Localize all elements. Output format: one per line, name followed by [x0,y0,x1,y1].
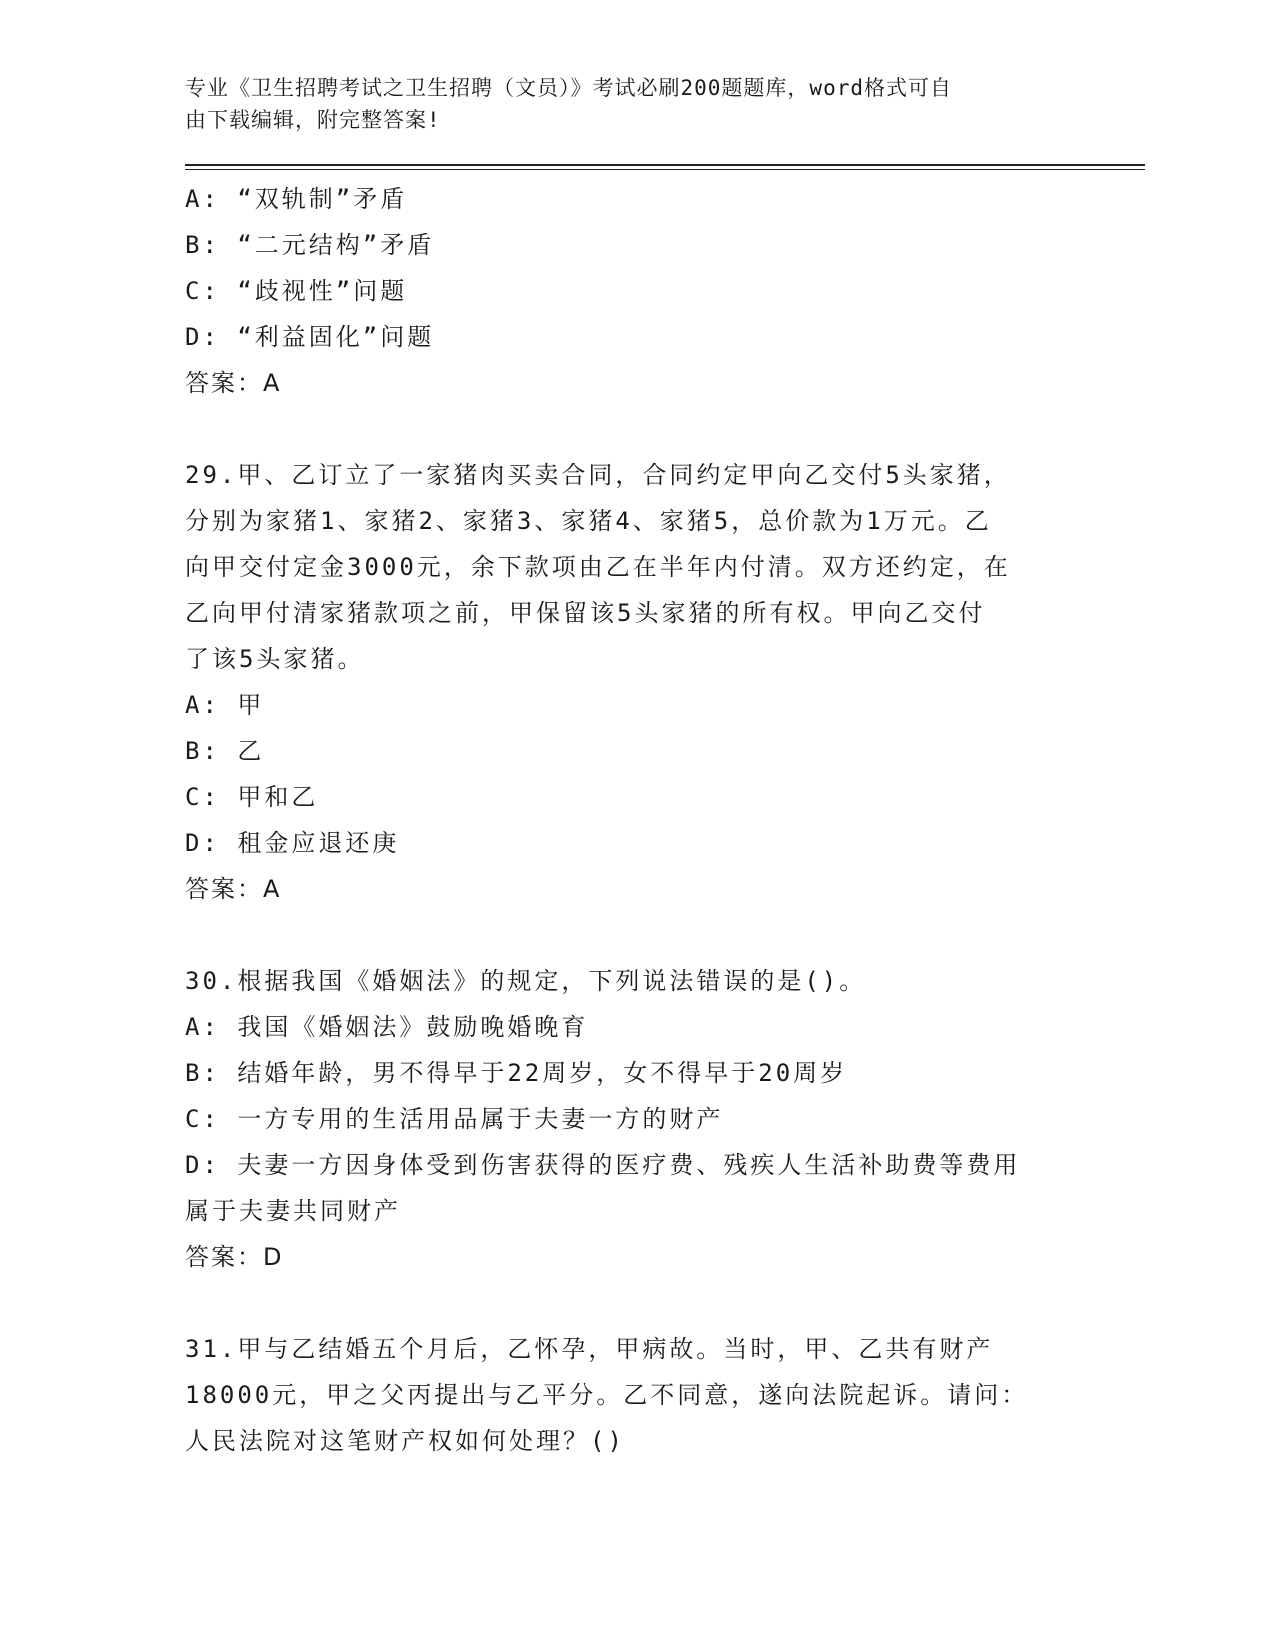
header-line-1: 专业《卫生招聘考试之卫生招聘（文员）》考试必刷200题题库，word格式可自 [185,76,952,100]
header-line-2: 由下载编辑，附完整答案! [185,108,441,132]
question-stem-line: 乙向甲付清家猪款项之前，甲保留该5头家猪的所有权。甲向乙交付 [185,599,986,627]
answer-line: 答案：D [185,1243,284,1271]
question-29 [185,452,1065,912]
option-c: C: “歧视性”问题 [185,277,408,305]
option-c: C: 甲和乙 [185,783,319,811]
document-page [185,0,1145,1464]
option-b: B: 结婚年龄，男不得早于22周岁，女不得早于20周岁 [185,1059,848,1087]
question-stem-line: 18000元，甲之父丙提出与乙平分。乙不同意，遂向法院起诉。请问： [185,1381,1029,1409]
question-stem-line: 人民法院对这笔财产权如何处理？() [185,1427,625,1455]
option-d: D: 租金应退还庚 [185,829,400,857]
option-a: A: “双轨制”矛盾 [185,185,408,213]
option-b: B: “二元结构”矛盾 [185,231,435,259]
document-header [185,72,1065,136]
answer-line: 答案：A [185,369,282,397]
answer-line: 答案：A [185,875,282,903]
question-28 [185,176,1065,406]
option-c: C: 一方专用的生活用品属于夫妻一方的财产 [185,1105,724,1133]
option-d: D: 夫妻一方因身体受到伤害获得的医疗费、残疾人生活补助费等费用 [185,1151,1021,1179]
question-stem-line: 31.甲与乙结婚五个月后，乙怀孕，甲病故。当时，甲、乙共有财产 [185,1335,994,1363]
question-stem-line: 向甲交付定金3000元，余下款项由乙在半年内付清。双方还约定，在 [185,553,1011,581]
header-divider [185,164,1145,170]
option-d-continued: 属于夫妻共同财产 [185,1197,401,1225]
option-d: D: “利益固化”问题 [185,323,435,351]
question-stem-line: 了该5头家猪。 [185,645,365,673]
question-stem-line: 分别为家猪1、家猪2、家猪3、家猪4、家猪5，总价款为1万元。乙 [185,507,992,535]
document-body [185,176,1065,1464]
option-a: A: 我国《婚姻法》鼓励晚婚晚育 [185,1013,589,1041]
option-b: B: 乙 [185,737,265,765]
question-30 [185,958,1065,1280]
question-stem-line: 30.根据我国《婚姻法》的规定，下列说法错误的是()。 [185,967,867,995]
option-a: A: 甲 [185,691,265,719]
question-31 [185,1326,1065,1464]
question-stem-line: 29.甲、乙订立了一家猪肉买卖合同，合同约定甲向乙交付5头家猪， [185,461,1011,489]
